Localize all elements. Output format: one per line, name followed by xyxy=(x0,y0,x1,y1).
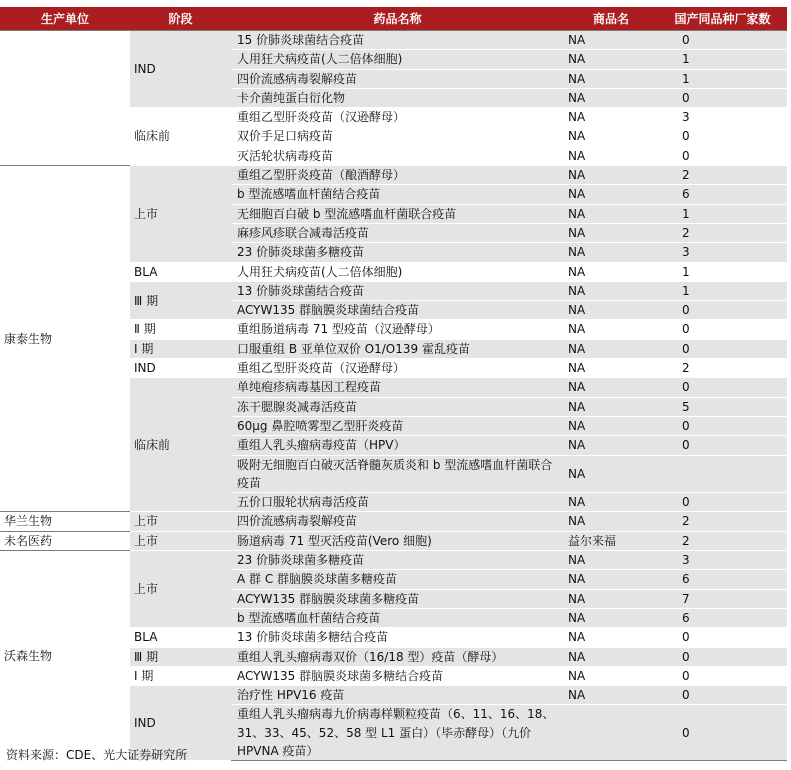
domestic-count-cell: 0 xyxy=(658,127,787,146)
trade-name-cell: NA xyxy=(564,146,658,165)
trade-name-cell: NA xyxy=(564,436,658,455)
trade-name-cell: NA xyxy=(564,551,658,570)
stage-cell: IND xyxy=(130,686,231,761)
trade-name-cell: NA xyxy=(564,31,658,50)
header-stage: 阶段 xyxy=(130,7,231,31)
header-company: 生产单位 xyxy=(0,7,130,31)
drug-name-cell: 重组乙型肝炎疫苗（汉逊酵母） xyxy=(231,359,564,378)
drug-name-cell: 23 价肺炎球菌多糖疫苗 xyxy=(231,243,564,262)
drug-name-cell: b 型流感嗜血杆菌结合疫苗 xyxy=(231,608,564,627)
domestic-count-cell: 1 xyxy=(658,262,787,281)
stage-cell: BLA xyxy=(130,262,231,281)
domestic-count-cell: 5 xyxy=(658,397,787,416)
domestic-count-cell: 2 xyxy=(658,223,787,242)
drug-name-cell: 吸附无细胞百白破灭活脊髓灰质炎和 b 型流感嗜血杆菌联合疫苗 xyxy=(231,455,564,493)
trade-name-cell: NA xyxy=(564,628,658,647)
table-row xyxy=(0,551,787,570)
drug-name-cell: 60μg 鼻腔喷雾型乙型肝炎疫苗 xyxy=(231,416,564,435)
source-note: 资料来源：CDE、光大证券研究所 xyxy=(6,748,188,762)
domestic-count-cell: 1 xyxy=(658,281,787,300)
drug-name-cell: 灭活轮状病毒疫苗 xyxy=(231,146,564,165)
header-drug-name: 药品名称 xyxy=(231,7,564,31)
trade-name-cell: NA xyxy=(564,570,658,589)
drug-name-cell: 重组肠道病毒 71 型疫苗（汉逊酵母） xyxy=(231,320,564,339)
stage-cell: 上市 xyxy=(130,531,231,550)
drug-name-cell: 13 价肺炎球菌结合疫苗 xyxy=(231,281,564,300)
drug-name-cell: 肠道病毒 71 型灭活疫苗(Vero 细胞) xyxy=(231,531,564,550)
trade-name-cell: NA xyxy=(564,281,658,300)
domestic-count-cell: 0 xyxy=(658,436,787,455)
stage-cell: 上市 xyxy=(130,551,231,628)
trade-name-cell: NA xyxy=(564,608,658,627)
drug-name-cell: 无细胞百白破 b 型流感嗜血杆菌联合疫苗 xyxy=(231,204,564,223)
domestic-count-cell: 0 xyxy=(658,378,787,397)
stage-cell: 临床前 xyxy=(130,108,231,166)
trade-name-cell: NA xyxy=(564,301,658,320)
domestic-count-cell: 6 xyxy=(658,185,787,204)
domestic-count-cell: 0 xyxy=(658,647,787,666)
domestic-count-cell: 6 xyxy=(658,608,787,627)
stage-cell: BLA xyxy=(130,628,231,647)
stage-cell: IND xyxy=(130,359,231,378)
domestic-count-cell: 0 xyxy=(658,301,787,320)
trade-name-cell: NA xyxy=(564,262,658,281)
drug-name-cell: 13 价肺炎球菌多糖结合疫苗 xyxy=(231,628,564,647)
stage-cell: Ⅲ 期 xyxy=(130,281,231,320)
drug-name-cell: 重组乙型肝炎疫苗（酿酒酵母） xyxy=(231,166,564,185)
table-header-row xyxy=(0,7,787,31)
table-body xyxy=(0,31,787,761)
drug-name-cell: 15 价肺炎球菌结合疫苗 xyxy=(231,31,564,50)
domestic-count-cell: 2 xyxy=(658,359,787,378)
domestic-count-cell: 0 xyxy=(658,88,787,107)
trade-name-cell: NA xyxy=(564,493,658,512)
trade-name-cell: NA xyxy=(564,359,658,378)
stage-cell: IND xyxy=(130,31,231,108)
trade-name-cell: NA xyxy=(564,589,658,608)
domestic-count-cell xyxy=(658,455,787,493)
trade-name-cell: NA xyxy=(564,666,658,685)
drug-name-cell: 卡介菌纯蛋白衍化物 xyxy=(231,88,564,107)
company-cell: 华兰生物 xyxy=(0,512,130,531)
trade-name-cell: NA xyxy=(564,185,658,204)
stage-cell: Ⅱ 期 xyxy=(130,320,231,339)
stage-cell: Ⅰ 期 xyxy=(130,339,231,358)
drug-name-cell: ACYW135 群脑膜炎球菌结合疫苗 xyxy=(231,301,564,320)
trade-name-cell xyxy=(564,705,658,761)
drug-name-cell: 四价流感病毒裂解疫苗 xyxy=(231,512,564,531)
trade-name-cell: NA xyxy=(564,416,658,435)
drug-name-cell: 四价流感病毒裂解疫苗 xyxy=(231,69,564,88)
drug-name-cell: 口服重组 B 亚单位双价 O1/O139 霍乱疫苗 xyxy=(231,339,564,358)
drug-name-cell: A 群 C 群脑膜炎球菌多糖疫苗 xyxy=(231,570,564,589)
trade-name-cell: NA xyxy=(564,243,658,262)
domestic-count-cell: 0 xyxy=(658,628,787,647)
trade-name-cell: NA xyxy=(564,88,658,107)
domestic-count-cell: 0 xyxy=(658,686,787,705)
stage-cell: Ⅲ 期 xyxy=(130,647,231,666)
trade-name-cell: NA xyxy=(564,397,658,416)
drug-name-cell: 单纯疱疹病毒基因工程疫苗 xyxy=(231,378,564,397)
stage-cell: 上市 xyxy=(130,512,231,531)
drug-name-cell: 五价口服轮状病毒活疫苗 xyxy=(231,493,564,512)
drug-name-cell: 重组乙型肝炎疫苗（汉逊酵母） xyxy=(231,108,564,127)
trade-name-cell: NA xyxy=(564,69,658,88)
domestic-count-cell: 0 xyxy=(658,339,787,358)
domestic-count-cell: 2 xyxy=(658,166,787,185)
drug-name-cell: 人用狂犬病疫苗(人二倍体细胞) xyxy=(231,262,564,281)
drug-name-cell: 人用狂犬病疫苗(人二倍体细胞) xyxy=(231,50,564,69)
trade-name-cell: NA xyxy=(564,204,658,223)
vaccine-pipeline-table xyxy=(0,7,787,761)
drug-name-cell: 麻疹风疹联合减毒活疫苗 xyxy=(231,223,564,242)
trade-name-cell: NA xyxy=(564,50,658,69)
domestic-count-cell: 2 xyxy=(658,531,787,550)
drug-name-cell: b 型流感嗜血杆菌结合疫苗 xyxy=(231,185,564,204)
table-row xyxy=(0,166,787,185)
drug-name-cell: 双价手足口病疫苗 xyxy=(231,127,564,146)
stage-cell: 上市 xyxy=(130,166,231,262)
trade-name-cell: NA xyxy=(564,512,658,531)
trade-name-cell: 益尔来福 xyxy=(564,531,658,550)
company-cell: 沃森生物 xyxy=(0,551,130,761)
trade-name-cell: NA xyxy=(564,166,658,185)
domestic-count-cell: 1 xyxy=(658,204,787,223)
domestic-count-cell: 7 xyxy=(658,589,787,608)
drug-name-cell: 重组人乳头瘤病毒疫苗（HPV） xyxy=(231,436,564,455)
trade-name-cell: NA xyxy=(564,455,658,493)
domestic-count-cell: 0 xyxy=(658,705,787,761)
domestic-count-cell: 0 xyxy=(658,666,787,685)
domestic-count-cell: 3 xyxy=(658,551,787,570)
domestic-count-cell: 2 xyxy=(658,512,787,531)
drug-name-cell: 冻干腮腺炎减毒活疫苗 xyxy=(231,397,564,416)
header-trade-name: 商品名 xyxy=(564,7,658,31)
company-cell: 康泰生物 xyxy=(0,166,130,512)
domestic-count-cell: 3 xyxy=(658,243,787,262)
table-row xyxy=(0,31,787,50)
drug-name-cell: ACYW135 群脑膜炎球菌多糖疫苗 xyxy=(231,589,564,608)
domestic-count-cell: 1 xyxy=(658,69,787,88)
trade-name-cell: NA xyxy=(564,127,658,146)
domestic-count-cell: 0 xyxy=(658,320,787,339)
stage-cell: Ⅰ 期 xyxy=(130,666,231,685)
domestic-count-cell: 0 xyxy=(658,31,787,50)
domestic-count-cell: 0 xyxy=(658,493,787,512)
domestic-count-cell: 0 xyxy=(658,416,787,435)
drug-name-cell: ACYW135 群脑膜炎球菌多糖结合疫苗 xyxy=(231,666,564,685)
domestic-count-cell: 0 xyxy=(658,146,787,165)
header-domestic-count: 国产同品种厂家数 xyxy=(658,7,787,31)
drug-name-cell: 重组人乳头瘤病毒双价（16/18 型）疫苗（酵母） xyxy=(231,647,564,666)
table-row xyxy=(0,531,787,550)
drug-name-cell: 治疗性 HPV16 疫苗 xyxy=(231,686,564,705)
trade-name-cell: NA xyxy=(564,320,658,339)
drug-name-cell: 重组人乳头瘤病毒九价病毒样颗粒疫苗（6、11、16、18、31、33、45、52、58 型 L1 蛋白）（毕赤酵母）（九价 HPVNA 疫苗） xyxy=(231,705,564,761)
company-cell: 未名医药 xyxy=(0,531,130,550)
trade-name-cell: NA xyxy=(564,223,658,242)
company-cell xyxy=(0,31,130,166)
trade-name-cell: NA xyxy=(564,339,658,358)
trade-name-cell: NA xyxy=(564,378,658,397)
stage-cell: 临床前 xyxy=(130,378,231,512)
trade-name-cell: NA xyxy=(564,686,658,705)
domestic-count-cell: 6 xyxy=(658,570,787,589)
trade-name-cell: NA xyxy=(564,647,658,666)
domestic-count-cell: 3 xyxy=(658,108,787,127)
trade-name-cell: NA xyxy=(564,108,658,127)
table-row xyxy=(0,512,787,531)
domestic-count-cell: 1 xyxy=(658,50,787,69)
drug-name-cell: 23 价肺炎球菌多糖疫苗 xyxy=(231,551,564,570)
